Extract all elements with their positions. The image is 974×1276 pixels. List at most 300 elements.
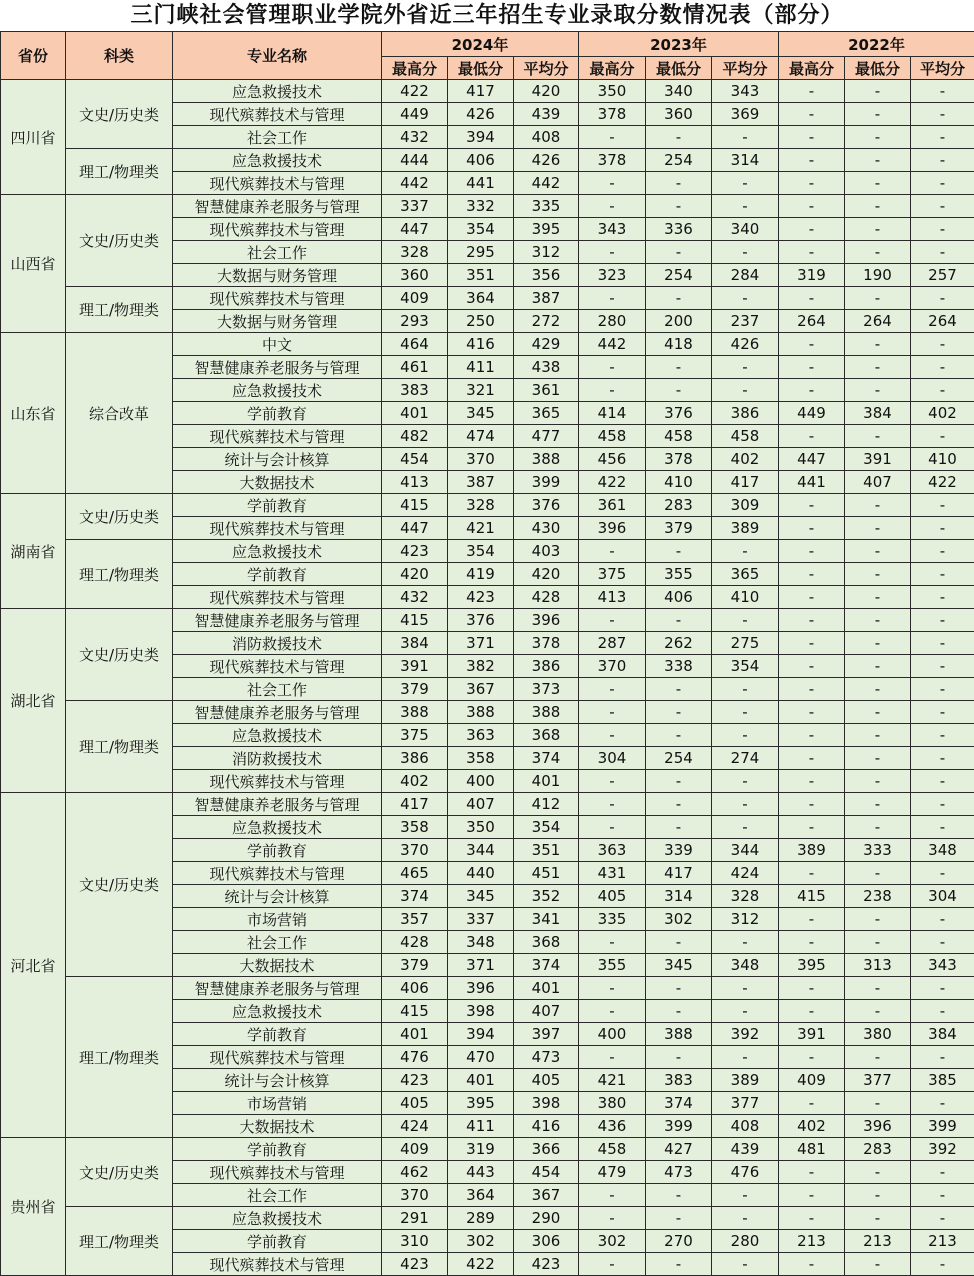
major-name-cell: 统计与会计核算 xyxy=(173,448,382,471)
max-2022-cell: - xyxy=(779,678,845,701)
max-2022-cell: - xyxy=(779,333,845,356)
avg-2022-cell: 343 xyxy=(911,954,974,977)
avg-2024-cell: 428 xyxy=(514,586,579,609)
max-2023-cell: - xyxy=(579,1253,646,1276)
min-2024-cell: 319 xyxy=(448,1138,514,1161)
min-2024-cell: 337 xyxy=(448,908,514,931)
major-name-cell: 学前教育 xyxy=(173,1230,382,1253)
major-name-cell: 现代殡葬技术与管理 xyxy=(173,172,382,195)
avg-2023-cell: 392 xyxy=(712,1023,779,1046)
avg-2023-cell: 340 xyxy=(712,218,779,241)
avg-2024-cell: 388 xyxy=(514,448,579,471)
max-2022-cell: - xyxy=(779,1184,845,1207)
max-2022-cell: - xyxy=(779,218,845,241)
max-2022-cell: 213 xyxy=(779,1230,845,1253)
min-2023-cell: 417 xyxy=(646,862,712,885)
min-2023-cell: - xyxy=(646,379,712,402)
avg-2023-cell: 424 xyxy=(712,862,779,885)
min-2022-cell: - xyxy=(845,80,911,103)
avg-2023-cell: - xyxy=(712,1000,779,1023)
min-2024-cell: 364 xyxy=(448,1184,514,1207)
max-2024-cell: 476 xyxy=(382,1046,448,1069)
max-2023-cell: 400 xyxy=(579,1023,646,1046)
table-row xyxy=(1,540,974,563)
min-2024-cell: 470 xyxy=(448,1046,514,1069)
max-2023-cell: - xyxy=(579,701,646,724)
avg-2023-cell: - xyxy=(712,540,779,563)
avg-2024-cell: 405 xyxy=(514,1069,579,1092)
major-name-cell: 现代殡葬技术与管理 xyxy=(173,655,382,678)
avg-2024-cell: 399 xyxy=(514,471,579,494)
major-name-cell: 学前教育 xyxy=(173,563,382,586)
major-name-cell: 市场营销 xyxy=(173,1092,382,1115)
min-2023-cell: - xyxy=(646,816,712,839)
avg-2023-cell: 284 xyxy=(712,264,779,287)
avg-2024-cell: 473 xyxy=(514,1046,579,1069)
avg-2022-cell: - xyxy=(911,149,974,172)
province-cell: 湖北省 xyxy=(1,609,66,793)
min-2023-cell: 376 xyxy=(646,402,712,425)
min-2022-cell: - xyxy=(845,1184,911,1207)
avg-2024-cell: 439 xyxy=(514,103,579,126)
header-min-score: 最低分 xyxy=(845,57,911,80)
avg-2023-cell: 389 xyxy=(712,517,779,540)
major-name-cell: 现代殡葬技术与管理 xyxy=(173,1253,382,1276)
min-2022-cell: - xyxy=(845,425,911,448)
major-name-cell: 社会工作 xyxy=(173,126,382,149)
max-2024-cell: 370 xyxy=(382,1184,448,1207)
max-2022-cell: - xyxy=(779,1000,845,1023)
min-2023-cell: - xyxy=(646,724,712,747)
major-name-cell: 现代殡葬技术与管理 xyxy=(173,1046,382,1069)
max-2022-cell: - xyxy=(779,1161,845,1184)
avg-2022-cell: - xyxy=(911,195,974,218)
max-2024-cell: 454 xyxy=(382,448,448,471)
avg-2023-cell: 343 xyxy=(712,80,779,103)
min-2022-cell: - xyxy=(845,816,911,839)
max-2023-cell: 287 xyxy=(579,632,646,655)
avg-2024-cell: 356 xyxy=(514,264,579,287)
avg-2024-cell: 367 xyxy=(514,1184,579,1207)
min-2022-cell: 213 xyxy=(845,1230,911,1253)
max-2024-cell: 406 xyxy=(382,977,448,1000)
avg-2024-cell: 366 xyxy=(514,1138,579,1161)
min-2022-cell: - xyxy=(845,586,911,609)
max-2022-cell: - xyxy=(779,977,845,1000)
max-2023-cell: 479 xyxy=(579,1161,646,1184)
min-2023-cell: 338 xyxy=(646,655,712,678)
min-2023-cell: 200 xyxy=(646,310,712,333)
avg-2024-cell: 416 xyxy=(514,1115,579,1138)
max-2023-cell: - xyxy=(579,287,646,310)
avg-2023-cell: - xyxy=(712,931,779,954)
max-2024-cell: 462 xyxy=(382,1161,448,1184)
min-2023-cell: - xyxy=(646,241,712,264)
max-2023-cell: 422 xyxy=(579,471,646,494)
max-2024-cell: 383 xyxy=(382,379,448,402)
max-2023-cell: 378 xyxy=(579,103,646,126)
min-2023-cell: - xyxy=(646,195,712,218)
header-avg-score: 平均分 xyxy=(712,57,779,80)
max-2022-cell: - xyxy=(779,701,845,724)
avg-2024-cell: 365 xyxy=(514,402,579,425)
min-2024-cell: 423 xyxy=(448,586,514,609)
avg-2022-cell: - xyxy=(911,1161,974,1184)
max-2024-cell: 417 xyxy=(382,793,448,816)
min-2024-cell: 302 xyxy=(448,1230,514,1253)
min-2022-cell: 377 xyxy=(845,1069,911,1092)
min-2024-cell: 345 xyxy=(448,402,514,425)
min-2023-cell: 360 xyxy=(646,103,712,126)
avg-2024-cell: 386 xyxy=(514,655,579,678)
avg-2022-cell: - xyxy=(911,655,974,678)
avg-2024-cell: 368 xyxy=(514,724,579,747)
avg-2022-cell: - xyxy=(911,241,974,264)
max-2022-cell: - xyxy=(779,287,845,310)
max-2024-cell: 360 xyxy=(382,264,448,287)
min-2022-cell: - xyxy=(845,241,911,264)
major-name-cell: 现代殡葬技术与管理 xyxy=(173,287,382,310)
avg-2022-cell: - xyxy=(911,517,974,540)
major-name-cell: 市场营销 xyxy=(173,908,382,931)
avg-2023-cell: - xyxy=(712,1253,779,1276)
avg-2022-cell: 213 xyxy=(911,1230,974,1253)
min-2022-cell: 391 xyxy=(845,448,911,471)
avg-2024-cell: 397 xyxy=(514,1023,579,1046)
avg-2023-cell: - xyxy=(712,1184,779,1207)
avg-2022-cell: 348 xyxy=(911,839,974,862)
page-title: 三门峡社会管理职业学院外省近三年招生专业录取分数情况表（部分） xyxy=(0,0,974,31)
major-name-cell: 现代殡葬技术与管理 xyxy=(173,862,382,885)
avg-2024-cell: 403 xyxy=(514,540,579,563)
min-2024-cell: 350 xyxy=(448,816,514,839)
major-name-cell: 学前教育 xyxy=(173,1138,382,1161)
table-row xyxy=(1,1138,974,1161)
max-2024-cell: 444 xyxy=(382,149,448,172)
max-2024-cell: 482 xyxy=(382,425,448,448)
min-2024-cell: 354 xyxy=(448,218,514,241)
max-2024-cell: 358 xyxy=(382,816,448,839)
min-2022-cell: - xyxy=(845,862,911,885)
min-2022-cell: 384 xyxy=(845,402,911,425)
min-2022-cell: 283 xyxy=(845,1138,911,1161)
max-2024-cell: 405 xyxy=(382,1092,448,1115)
max-2024-cell: 293 xyxy=(382,310,448,333)
max-2024-cell: 415 xyxy=(382,609,448,632)
max-2024-cell: 386 xyxy=(382,747,448,770)
min-2023-cell: 374 xyxy=(646,1092,712,1115)
category-cell: 文史/历史类 xyxy=(66,80,173,149)
min-2024-cell: 426 xyxy=(448,103,514,126)
min-2022-cell: - xyxy=(845,1207,911,1230)
avg-2023-cell: 402 xyxy=(712,448,779,471)
max-2024-cell: 422 xyxy=(382,80,448,103)
avg-2023-cell: 389 xyxy=(712,1069,779,1092)
max-2023-cell: 456 xyxy=(579,448,646,471)
header-year-2022: 2022年 xyxy=(779,32,974,57)
avg-2022-cell: - xyxy=(911,586,974,609)
header-max-score: 最高分 xyxy=(382,57,448,80)
max-2024-cell: 384 xyxy=(382,632,448,655)
table-row xyxy=(1,793,974,816)
min-2024-cell: 332 xyxy=(448,195,514,218)
min-2022-cell: 396 xyxy=(845,1115,911,1138)
avg-2024-cell: 361 xyxy=(514,379,579,402)
max-2023-cell: - xyxy=(579,540,646,563)
province-cell: 四川省 xyxy=(1,80,66,195)
max-2023-cell: - xyxy=(579,931,646,954)
avg-2023-cell: 309 xyxy=(712,494,779,517)
max-2023-cell: 436 xyxy=(579,1115,646,1138)
major-name-cell: 应急救援技术 xyxy=(173,379,382,402)
table-header xyxy=(1,32,974,80)
max-2024-cell: 464 xyxy=(382,333,448,356)
avg-2023-cell: 344 xyxy=(712,839,779,862)
min-2023-cell: - xyxy=(646,701,712,724)
max-2024-cell: 391 xyxy=(382,655,448,678)
avg-2022-cell: - xyxy=(911,724,974,747)
major-name-cell: 学前教育 xyxy=(173,1023,382,1046)
avg-2022-cell: - xyxy=(911,425,974,448)
avg-2023-cell: 348 xyxy=(712,954,779,977)
min-2024-cell: 289 xyxy=(448,1207,514,1230)
min-2024-cell: 417 xyxy=(448,80,514,103)
max-2023-cell: 378 xyxy=(579,149,646,172)
avg-2024-cell: 312 xyxy=(514,241,579,264)
min-2024-cell: 250 xyxy=(448,310,514,333)
min-2024-cell: 382 xyxy=(448,655,514,678)
min-2023-cell: 473 xyxy=(646,1161,712,1184)
province-cell: 山西省 xyxy=(1,195,66,333)
min-2023-cell: 383 xyxy=(646,1069,712,1092)
category-cell: 文史/历史类 xyxy=(66,609,173,701)
header-major: 专业名称 xyxy=(173,32,382,80)
max-2022-cell: 264 xyxy=(779,310,845,333)
max-2022-cell: - xyxy=(779,609,845,632)
max-2024-cell: 413 xyxy=(382,471,448,494)
max-2024-cell: 428 xyxy=(382,931,448,954)
avg-2023-cell: 275 xyxy=(712,632,779,655)
major-name-cell: 现代殡葬技术与管理 xyxy=(173,425,382,448)
major-name-cell: 现代殡葬技术与管理 xyxy=(173,103,382,126)
min-2022-cell: - xyxy=(845,517,911,540)
min-2024-cell: 387 xyxy=(448,471,514,494)
min-2024-cell: 348 xyxy=(448,931,514,954)
avg-2023-cell: - xyxy=(712,126,779,149)
avg-2022-cell: - xyxy=(911,1184,974,1207)
max-2022-cell: - xyxy=(779,1046,845,1069)
min-2022-cell: 380 xyxy=(845,1023,911,1046)
min-2023-cell: - xyxy=(646,1253,712,1276)
min-2022-cell: - xyxy=(845,540,911,563)
min-2023-cell: 254 xyxy=(646,149,712,172)
max-2023-cell: - xyxy=(579,1046,646,1069)
avg-2022-cell: 399 xyxy=(911,1115,974,1138)
header-avg-score: 平均分 xyxy=(911,57,974,80)
min-2023-cell: 427 xyxy=(646,1138,712,1161)
province-cell: 河北省 xyxy=(1,793,66,1138)
avg-2024-cell: 426 xyxy=(514,149,579,172)
min-2024-cell: 411 xyxy=(448,1115,514,1138)
avg-2023-cell: - xyxy=(712,172,779,195)
max-2024-cell: 420 xyxy=(382,563,448,586)
max-2022-cell: - xyxy=(779,816,845,839)
major-name-cell: 应急救援技术 xyxy=(173,816,382,839)
major-name-cell: 大数据与财务管理 xyxy=(173,264,382,287)
min-2023-cell: 336 xyxy=(646,218,712,241)
min-2024-cell: 345 xyxy=(448,885,514,908)
max-2022-cell: - xyxy=(779,540,845,563)
avg-2024-cell: 374 xyxy=(514,747,579,770)
table-row xyxy=(1,80,974,103)
max-2023-cell: - xyxy=(579,1184,646,1207)
avg-2024-cell: 387 xyxy=(514,287,579,310)
max-2024-cell: 328 xyxy=(382,241,448,264)
major-name-cell: 学前教育 xyxy=(173,402,382,425)
avg-2024-cell: 388 xyxy=(514,701,579,724)
max-2024-cell: 375 xyxy=(382,724,448,747)
avg-2022-cell: 422 xyxy=(911,471,974,494)
min-2022-cell: - xyxy=(845,103,911,126)
min-2023-cell: 314 xyxy=(646,885,712,908)
min-2023-cell: - xyxy=(646,126,712,149)
category-cell: 理工/物理类 xyxy=(66,701,173,793)
avg-2024-cell: 376 xyxy=(514,494,579,517)
max-2024-cell: 388 xyxy=(382,701,448,724)
major-name-cell: 中文 xyxy=(173,333,382,356)
max-2023-cell: 431 xyxy=(579,862,646,885)
avg-2023-cell: 312 xyxy=(712,908,779,931)
avg-2024-cell: 290 xyxy=(514,1207,579,1230)
min-2024-cell: 367 xyxy=(448,678,514,701)
avg-2022-cell: - xyxy=(911,1000,974,1023)
min-2022-cell: 333 xyxy=(845,839,911,862)
max-2024-cell: 424 xyxy=(382,1115,448,1138)
avg-2022-cell: - xyxy=(911,678,974,701)
max-2023-cell: - xyxy=(579,241,646,264)
max-2023-cell: 375 xyxy=(579,563,646,586)
max-2022-cell: 415 xyxy=(779,885,845,908)
avg-2024-cell: 306 xyxy=(514,1230,579,1253)
min-2024-cell: 358 xyxy=(448,747,514,770)
min-2022-cell: - xyxy=(845,333,911,356)
avg-2023-cell: - xyxy=(712,195,779,218)
avg-2024-cell: 401 xyxy=(514,977,579,1000)
avg-2022-cell: - xyxy=(911,1046,974,1069)
major-name-cell: 应急救援技术 xyxy=(173,1000,382,1023)
min-2022-cell: - xyxy=(845,747,911,770)
max-2022-cell: - xyxy=(779,241,845,264)
major-name-cell: 大数据技术 xyxy=(173,1115,382,1138)
min-2022-cell: - xyxy=(845,195,911,218)
max-2024-cell: 415 xyxy=(382,494,448,517)
header-max-score: 最高分 xyxy=(579,57,646,80)
table-row xyxy=(1,1207,974,1230)
avg-2022-cell: 402 xyxy=(911,402,974,425)
max-2024-cell: 401 xyxy=(382,402,448,425)
min-2022-cell: - xyxy=(845,931,911,954)
major-name-cell: 应急救援技术 xyxy=(173,80,382,103)
table-body xyxy=(1,80,974,1276)
major-name-cell: 社会工作 xyxy=(173,931,382,954)
min-2022-cell: - xyxy=(845,678,911,701)
min-2022-cell: 264 xyxy=(845,310,911,333)
max-2023-cell: 355 xyxy=(579,954,646,977)
min-2022-cell: - xyxy=(845,632,911,655)
max-2024-cell: 409 xyxy=(382,1138,448,1161)
avg-2024-cell: 454 xyxy=(514,1161,579,1184)
min-2022-cell: - xyxy=(845,172,911,195)
max-2022-cell: - xyxy=(779,126,845,149)
min-2023-cell: 378 xyxy=(646,448,712,471)
min-2022-cell: - xyxy=(845,1161,911,1184)
avg-2022-cell: - xyxy=(911,540,974,563)
max-2023-cell: 343 xyxy=(579,218,646,241)
min-2022-cell: - xyxy=(845,563,911,586)
min-2023-cell: 388 xyxy=(646,1023,712,1046)
max-2022-cell: - xyxy=(779,379,845,402)
min-2022-cell: - xyxy=(845,1253,911,1276)
max-2024-cell: 310 xyxy=(382,1230,448,1253)
min-2024-cell: 421 xyxy=(448,517,514,540)
max-2023-cell: - xyxy=(579,356,646,379)
avg-2023-cell: 314 xyxy=(712,149,779,172)
max-2022-cell: - xyxy=(779,908,845,931)
avg-2023-cell: - xyxy=(712,287,779,310)
min-2022-cell: - xyxy=(845,218,911,241)
avg-2022-cell: - xyxy=(911,701,974,724)
avg-2024-cell: 354 xyxy=(514,816,579,839)
min-2023-cell: - xyxy=(646,770,712,793)
max-2024-cell: 357 xyxy=(382,908,448,931)
min-2022-cell: - xyxy=(845,724,911,747)
max-2024-cell: 402 xyxy=(382,770,448,793)
min-2024-cell: 394 xyxy=(448,1023,514,1046)
min-2022-cell: - xyxy=(845,655,911,678)
category-cell: 理工/物理类 xyxy=(66,540,173,609)
table-row xyxy=(1,977,974,1000)
max-2022-cell: - xyxy=(779,770,845,793)
min-2023-cell: - xyxy=(646,1184,712,1207)
avg-2023-cell: - xyxy=(712,977,779,1000)
avg-2022-cell: - xyxy=(911,563,974,586)
major-name-cell: 学前教育 xyxy=(173,494,382,517)
max-2022-cell: 391 xyxy=(779,1023,845,1046)
max-2022-cell: 447 xyxy=(779,448,845,471)
avg-2023-cell: 369 xyxy=(712,103,779,126)
max-2024-cell: 370 xyxy=(382,839,448,862)
min-2023-cell: 340 xyxy=(646,80,712,103)
max-2022-cell: - xyxy=(779,632,845,655)
category-cell: 文史/历史类 xyxy=(66,1138,173,1207)
avg-2023-cell: 439 xyxy=(712,1138,779,1161)
min-2023-cell: 262 xyxy=(646,632,712,655)
major-name-cell: 现代殡葬技术与管理 xyxy=(173,517,382,540)
max-2022-cell: - xyxy=(779,1253,845,1276)
min-2023-cell: 254 xyxy=(646,747,712,770)
avg-2022-cell: - xyxy=(911,126,974,149)
min-2024-cell: 295 xyxy=(448,241,514,264)
max-2022-cell: - xyxy=(779,172,845,195)
avg-2022-cell: 304 xyxy=(911,885,974,908)
min-2023-cell: 418 xyxy=(646,333,712,356)
avg-2023-cell: 417 xyxy=(712,471,779,494)
max-2024-cell: 423 xyxy=(382,1253,448,1276)
avg-2024-cell: 420 xyxy=(514,563,579,586)
max-2023-cell: - xyxy=(579,770,646,793)
category-cell: 理工/物理类 xyxy=(66,1207,173,1276)
major-name-cell: 统计与会计核算 xyxy=(173,1069,382,1092)
